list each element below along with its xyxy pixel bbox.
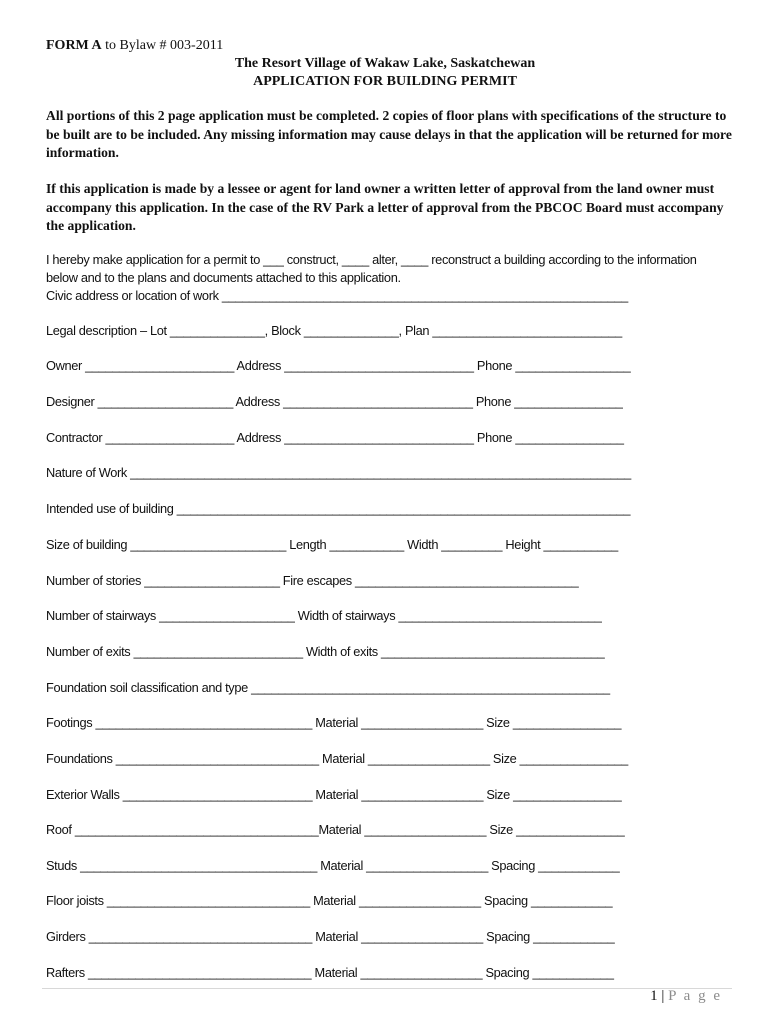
girders-field[interactable]: Girders _________________________________ Material __________________ Spacing ____________ xyxy=(46,929,615,944)
number-of-stories-field[interactable]: Number of stories ____________________ Fire escapes _________________________________ xyxy=(46,573,579,588)
size-of-building-field[interactable]: Size of building _______________________ Length ___________ Width _________ Height ___________ xyxy=(46,537,618,552)
rafters-field[interactable]: Rafters _________________________________ Material __________________ Spacing ____________ xyxy=(46,965,614,980)
application-statement-line-1: I hereby make application for a permit to ___ construct, ____ alter, ____ reconstruct a building according to the information xyxy=(46,252,697,267)
bylaw-reference: to Bylaw # 003-2011 xyxy=(101,38,224,53)
legal-description-field[interactable]: Legal description – Lot ______________, Block ______________, Plan ____________________________ xyxy=(46,323,622,338)
foundation-soil-field[interactable]: Foundation soil classification and type _____________________________________________________ xyxy=(46,680,610,695)
floor-joists-field[interactable]: Floor joists ______________________________ Material __________________ Spacing ____________ xyxy=(46,893,613,908)
application-statement xyxy=(46,251,736,305)
footings-field[interactable]: Footings ________________________________ Material __________________ Size ________________ xyxy=(46,715,622,730)
form-label xyxy=(46,38,223,54)
page-number: 1 xyxy=(650,988,658,1004)
instructions-paragraph-1: All portions of this 2 page application must be completed. 2 copies of floor plans with specifications of the structure to be built are to be included. Any missing information may cause delays in that the application will be returned for more information. xyxy=(46,108,732,160)
page-title: APPLICATION FOR BUILDING PERMIT xyxy=(253,74,517,89)
contractor-field[interactable]: Contractor ___________________ Address ____________________________ Phone ________________ xyxy=(46,430,624,445)
nature-of-work-field[interactable]: Nature of Work __________________________________________________________________________ xyxy=(46,465,631,480)
roof-field[interactable]: Roof ____________________________________Material __________________ Size ________________ xyxy=(46,822,625,837)
application-statement-line-2: below and to the plans and documents attached to this application. xyxy=(46,270,401,285)
footer-divider xyxy=(42,988,732,989)
page-word: P a g e xyxy=(668,988,722,1004)
owner-field[interactable]: Owner ______________________ Address ____________________________ Phone _________________ xyxy=(46,358,631,373)
foundations-field[interactable]: Foundations ______________________________ Material __________________ Size ________________ xyxy=(46,751,628,766)
exterior-walls-field[interactable]: Exterior Walls ____________________________ Material __________________ Size ________________ xyxy=(46,787,622,802)
page-footer xyxy=(650,988,722,1005)
studs-field[interactable]: Studs ___________________________________ Material __________________ Spacing ____________ xyxy=(46,858,620,873)
number-of-exits-field[interactable]: Number of exits _________________________ Width of exits _________________________________ xyxy=(46,644,605,659)
number-of-stairways-field[interactable]: Number of stairways ____________________ Width of stairways ______________________________ xyxy=(46,608,602,623)
instructions-paragraph-2: If this application is made by a lessee or agent for land owner a written letter of approval from the land owner must accompany this application. In the case of the RV Park a letter of approval from the PBCOC Board must accompany the application. xyxy=(46,181,724,233)
page-separator: | xyxy=(661,988,665,1004)
intended-use-field[interactable]: Intended use of building ___________________________________________________________________ xyxy=(46,501,631,516)
civic-address-field[interactable]: Civic address or location of work ____________________________________________________________ xyxy=(46,288,628,303)
designer-field[interactable]: Designer ____________________ Address ____________________________ Phone ________________ xyxy=(46,394,623,409)
village-name: The Resort Village of Wakaw Lake, Saskatchewan xyxy=(234,56,536,71)
form-a-label: FORM A xyxy=(46,38,102,53)
